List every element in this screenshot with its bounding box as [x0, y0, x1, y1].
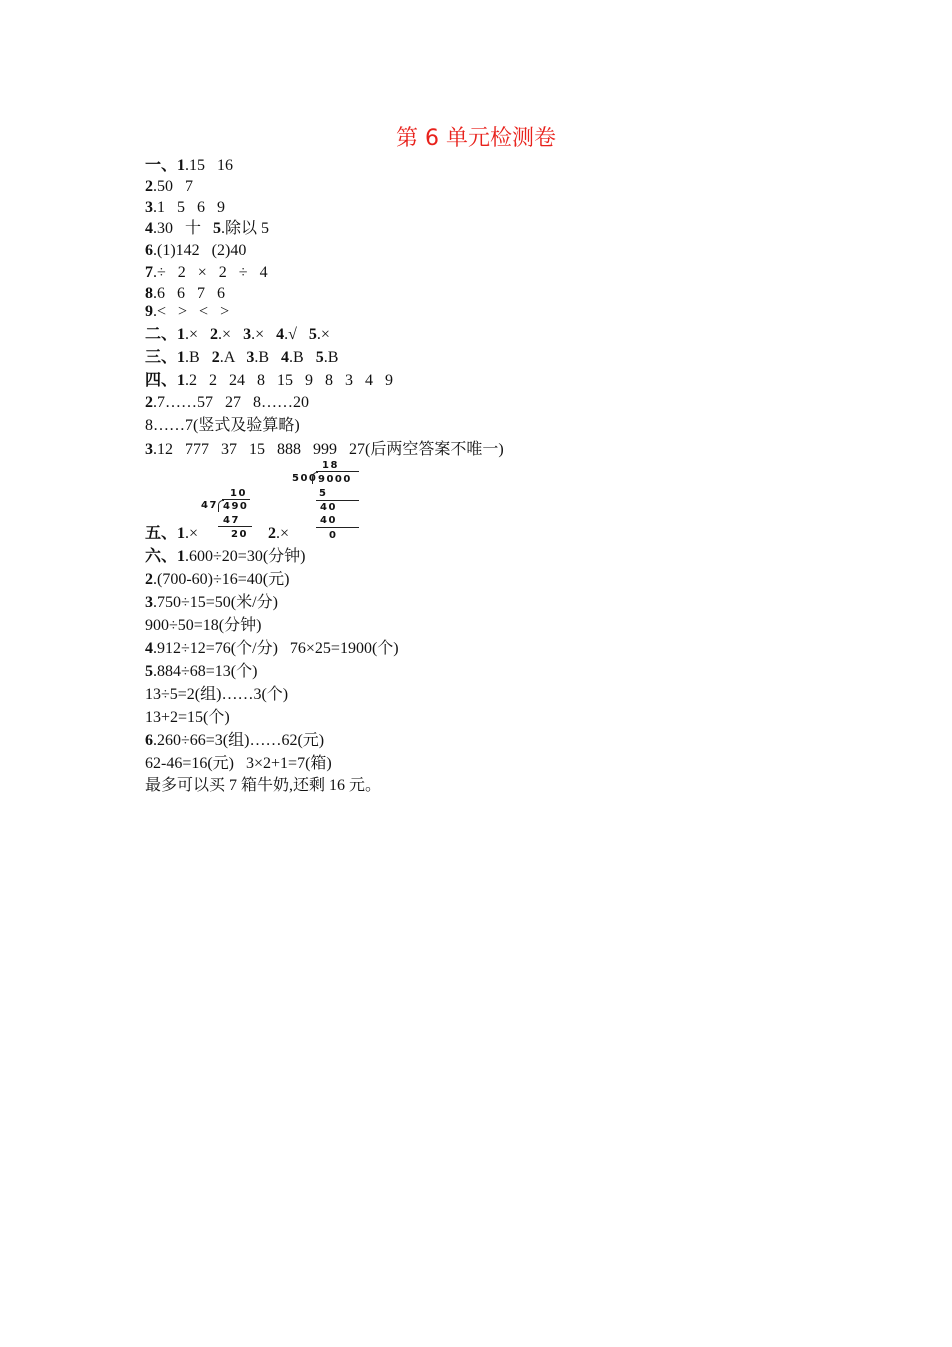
item-number: 5 [308, 326, 317, 343]
answer-line [145, 616, 261, 636]
answer-text: .A [219, 349, 247, 366]
item-number: 1 [177, 525, 186, 542]
section-label: 五、 [145, 525, 178, 542]
item-number: 1 [177, 548, 186, 565]
answer-text: .15 16 [185, 157, 234, 174]
item-number: 3 [246, 349, 255, 366]
item-number: 5 [315, 349, 324, 366]
answer-line [145, 198, 225, 218]
item-number: 1 [177, 157, 186, 174]
answer-line [145, 731, 324, 751]
answer-text: .÷ 2 × 2 ÷ 4 [153, 264, 268, 281]
item-number: 5 [145, 663, 153, 680]
answer-text: .√ [284, 326, 309, 343]
answer-text: .260÷66=3(组)……62(元) [153, 732, 325, 749]
answer-text: .6 6 7 6 [153, 285, 225, 302]
answer-text: .B [323, 349, 339, 366]
page-title: 第 6 单元检测卷 [396, 126, 556, 151]
answer-line [145, 241, 246, 261]
answer-line [145, 639, 399, 659]
item-number: 2 [145, 571, 153, 588]
answer-text: .12 777 37 15 888 999 27(后两空答案不唯一) [153, 441, 504, 458]
answer-text: .< > < > [153, 303, 230, 320]
answer-line [145, 662, 257, 682]
answer-line [145, 754, 332, 774]
section-label: 六、 [145, 548, 178, 565]
answer-text: .884÷68=13(个) [153, 663, 258, 680]
answer-text: .30 十 [153, 220, 214, 237]
answer-text: .2 2 24 8 15 9 8 3 4 9 [185, 372, 394, 389]
answer-text: .750÷15=50(米/分) [153, 594, 278, 611]
division-divisor: 500 [292, 473, 318, 484]
item-number: 1 [177, 349, 186, 366]
answer-line [145, 325, 330, 345]
division-quotient: 18 [322, 460, 339, 471]
answer-line [145, 263, 268, 283]
section-label: 二、 [145, 326, 178, 343]
answer-text: .× [276, 525, 290, 542]
item-number: 6 [145, 732, 153, 749]
answer-line [145, 393, 309, 413]
item-number: 2 [211, 349, 220, 366]
item-number: 2 [145, 394, 153, 411]
answer-line [145, 570, 289, 590]
answer-text: 最多可以买 7 箱牛奶,还剩 16 元。 [145, 777, 382, 794]
item-number: 4 [145, 220, 153, 237]
answer-text: .B [254, 349, 282, 366]
item-number: 2 [210, 326, 219, 343]
answer-text: 13+2=15(个) [145, 709, 230, 726]
answer-text: .912÷12=76(个/分) 76×25=1900(个) [153, 640, 399, 657]
answer-text: .(700-60)÷16=40(元) [153, 571, 290, 588]
item-number: 1 [177, 326, 186, 343]
division-dividend: 490 [223, 501, 249, 512]
answer-text: .B [185, 349, 212, 366]
division-dividend: 9000 [318, 474, 352, 485]
item-number: 8 [145, 285, 153, 302]
division-quotient: 10 [230, 488, 247, 499]
item-number: 4 [145, 640, 153, 657]
answer-text: 62-46=16(元) 3×2+1=7(箱) [145, 755, 332, 772]
answer-text: .× [185, 326, 211, 343]
item-number: 5 [213, 220, 222, 237]
answer-line [145, 219, 269, 239]
answer-text: .50 7 [153, 178, 193, 195]
item-number: 3 [145, 594, 153, 611]
item-number: 9 [145, 303, 153, 320]
division-step: 40 [320, 502, 337, 513]
section-label: 四、 [145, 372, 178, 389]
answer-line [145, 284, 225, 304]
answer-text: .除以 5 [221, 220, 270, 237]
section-label: 三、 [145, 349, 178, 366]
item-number: 2 [268, 525, 276, 542]
answer-text: .× [316, 326, 330, 343]
answer-text: .B [289, 349, 316, 366]
answer-text: 900÷50=18(分钟) [145, 617, 262, 634]
item-number: 4 [281, 349, 290, 366]
answer-text: .× [218, 326, 244, 343]
answer-text: 8……7(竖式及验算略) [145, 417, 300, 434]
answer-line [145, 371, 393, 391]
division-remainder: 20 [231, 529, 248, 540]
item-number: 6 [145, 242, 153, 259]
item-number: 7 [145, 264, 153, 281]
answer-text: 13÷5=2(组)……3(个) [145, 686, 289, 703]
item-number: 1 [177, 372, 186, 389]
item-number: 4 [276, 326, 285, 343]
answer-text: .600÷20=30(分钟) [185, 548, 306, 565]
answer-line [145, 156, 233, 176]
item-number: 3 [145, 441, 153, 458]
answer-text: .(1)142 (2)40 [153, 242, 247, 259]
division-divisor: 47 [201, 500, 218, 511]
division-remainder: 0 [329, 530, 338, 541]
answer-line [145, 348, 338, 368]
division-step: 5 [319, 488, 328, 499]
answer-line [145, 685, 288, 705]
item-number: 3 [243, 326, 252, 343]
answer-line [145, 547, 305, 567]
answer-line [145, 302, 229, 322]
answer-text: .1 5 6 9 [153, 199, 225, 216]
section-label: 一、 [145, 157, 178, 174]
answer-line [145, 416, 300, 436]
answer-line [145, 440, 504, 460]
division-product: 47 [223, 515, 240, 526]
answer-line [268, 524, 289, 544]
answer-text: .7……57 27 8……20 [153, 394, 309, 411]
answer-text: .× [185, 525, 199, 542]
item-number: 3 [145, 199, 153, 216]
answer-text: .× [251, 326, 277, 343]
answer-line [145, 177, 193, 197]
answer-line [145, 593, 278, 613]
answer-line [145, 776, 381, 796]
answer-line [145, 524, 198, 544]
division-step: 40 [320, 515, 337, 526]
answer-line [145, 708, 230, 728]
item-number: 2 [145, 178, 153, 195]
